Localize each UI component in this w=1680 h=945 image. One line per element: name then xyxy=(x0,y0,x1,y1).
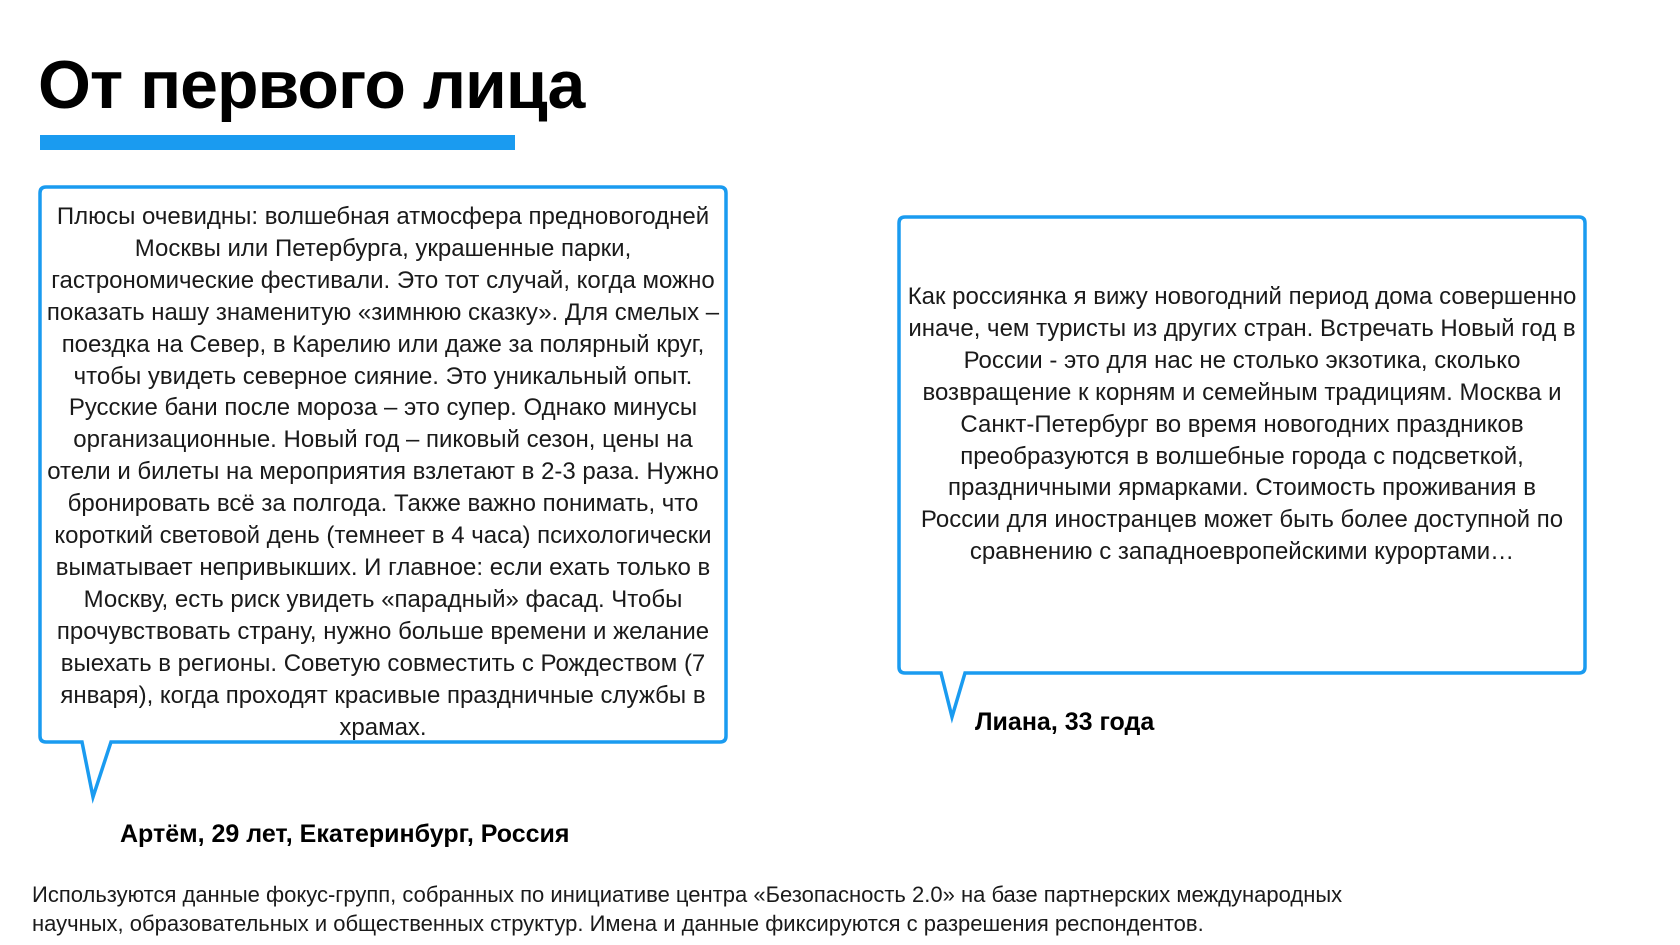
footnote xyxy=(32,880,1632,938)
footnote-line: Используются данные фокус-групп, собранных по инициативе центра «Безопасность 2.0» на базе партнерских международных xyxy=(32,882,1343,907)
title-underline xyxy=(40,135,515,150)
quote-bubble-right xyxy=(897,215,1587,725)
page-title: От первого лица xyxy=(38,47,585,123)
footnote-line: научных, образовательных и общественных структур. Имена и данные фиксируются с разрешения респондентов. xyxy=(32,911,1204,936)
quote-author: Артём, 29 лет, Екатеринбург, Россия xyxy=(120,820,570,848)
quote-bubble-left xyxy=(38,185,728,835)
quote-author: Лиана, 33 года xyxy=(975,708,1155,736)
quote-text: Плюсы очевидны: волшебная атмосфера предновогодней Москвы или Петербурга, украшенные парки, гастрономические фестивали. Это тот случай, когда можно показать нашу знаменитую «зимнюю сказку». Для смелых – поездка на Север, в Карелию или даже за полярный круг, чтобы увидеть северное сияние. Это уникальный опыт. Русские бани после мороза – это супер. Однако минусы организационные. Новый год – пиковый сезон, цены на отели и билеты на мероприятия взлетают в 2-3 раза. Нужно бронировать всё за полгода. Также важно понимать, что короткий световой день (темнеет в 4 часа) психологически выматывает непривыкших. И главное: если ехать только в Москву, есть риск увидеть «парадный» фасад. Чтобы прочувствовать страну, нужно больше времени и желание выехать в регионы. Советую совместить с Рождеством (7 января), когда проходят красивые праздничные службы в храмах. xyxy=(46,203,720,741)
quote-text: Как россиянка я вижу новогодний период дома совершенно иначе, чем туристы из других стран. Встречать Новый год в России - это для нас не столько экзотика, сколько возвращение к корням и семейным традициям. Москва и Санкт-Петербург во время новогодних праздников преобразуются в волшебные города с подсветкой, праздничными ярмарками. Стоимость проживания в России для иностранцев может быть более доступной по сравнению с западноевропейскими курортами… xyxy=(907,283,1577,566)
